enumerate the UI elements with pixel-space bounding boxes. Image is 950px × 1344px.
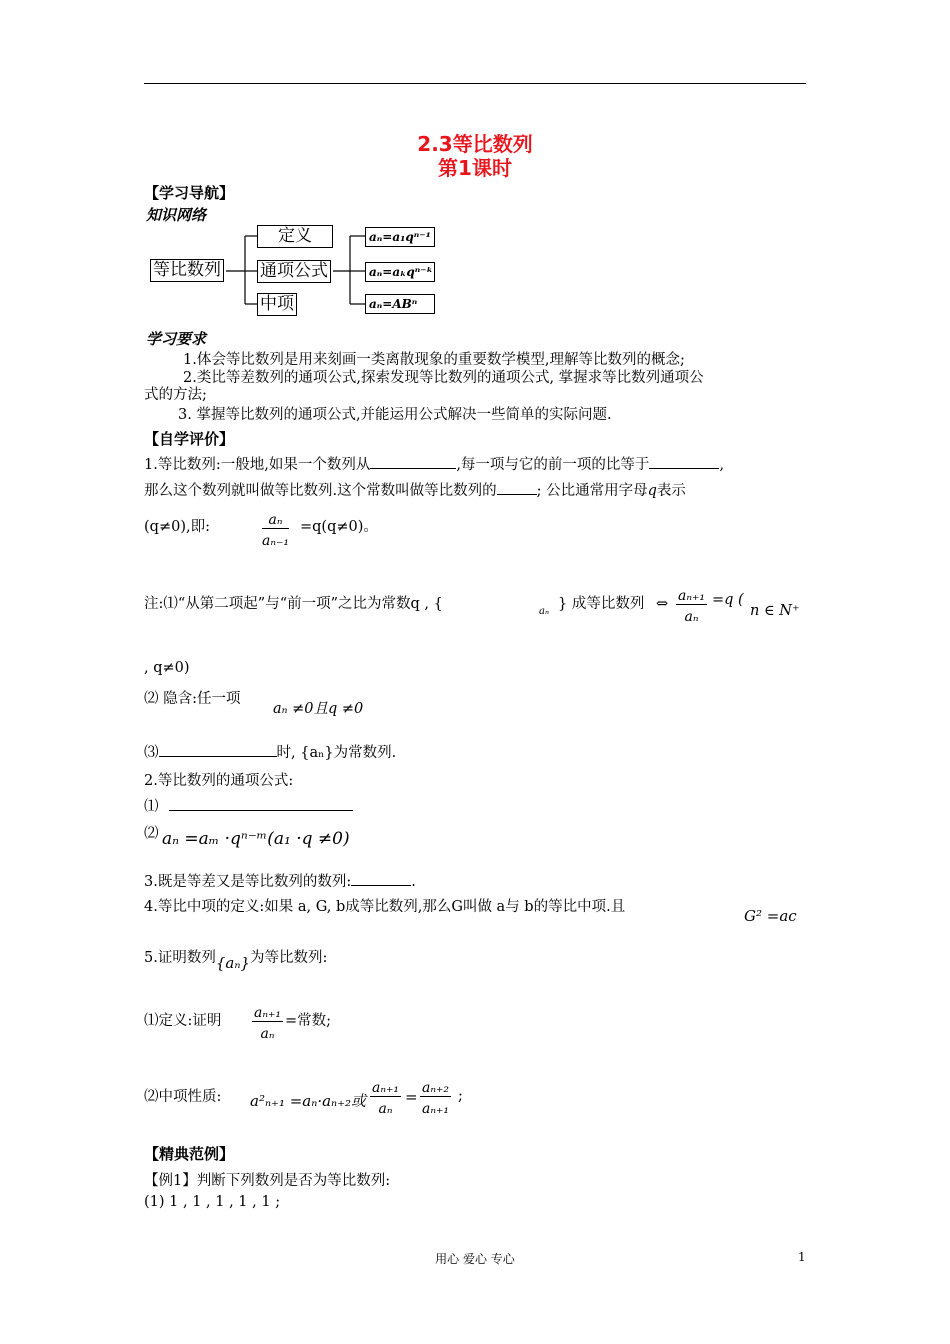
q2-line1 bbox=[144, 795, 353, 816]
q2-label-1: ⑴ bbox=[144, 799, 159, 815]
q1-equation-tail: =q(q≠0)。 bbox=[300, 519, 378, 535]
q1-blank-ratio[interactable] bbox=[649, 468, 719, 469]
knowledge-heading: 知识网络 bbox=[146, 206, 207, 224]
note-text-a: 注:⑴“从第二项起”与“前一项”之比为常数q , { bbox=[144, 596, 443, 612]
q5-text-a: 5.证明数列 bbox=[144, 950, 216, 966]
q5-mid-f2-num: aₙ₊₂ bbox=[422, 1080, 450, 1096]
q5-mid-fraction-1 bbox=[370, 1080, 401, 1117]
q1-blank-ratio-name[interactable] bbox=[497, 494, 537, 495]
diagram-branch-middle-term: 中项 bbox=[257, 293, 297, 316]
q1-fraction-den: aₙ₋₁ bbox=[262, 533, 290, 549]
footer-slogan: 用心 爱心 专心 bbox=[435, 1252, 515, 1266]
q1-fraction-num: aₙ bbox=[262, 512, 289, 529]
implied-expr: aₙ ≠0且q ≠0 bbox=[273, 701, 364, 717]
requirement-2-cont: 式的方法; bbox=[144, 387, 207, 403]
note-arrow: ⇔ bbox=[656, 596, 669, 612]
diagram-formula-3: aₙ=ABⁿ bbox=[365, 294, 435, 314]
q3-line bbox=[144, 870, 416, 891]
note-fraction-den: aₙ bbox=[684, 609, 699, 625]
q1-text-e2: 表示 bbox=[656, 483, 686, 499]
note-domain: n ∈ N⁺ bbox=[750, 603, 800, 619]
diagram-branch-general-term: 通项公式 bbox=[257, 260, 331, 283]
note-seq: aₙ bbox=[539, 606, 550, 617]
q5-mid-label: ⑵中项性质: bbox=[144, 1089, 222, 1105]
const-seq-line bbox=[144, 741, 396, 762]
const-seq-label: ⑶ bbox=[144, 745, 159, 761]
diagram-formula-2: aₙ=aₖqⁿ⁻ᵏ bbox=[365, 262, 435, 282]
q1-fraction bbox=[262, 512, 289, 549]
q1-text-e: ; 公比通常用字母 bbox=[536, 483, 648, 499]
q5-def-label: ⑴定义:证明 bbox=[144, 1013, 222, 1029]
q5-def-num: aₙ₊₁ bbox=[254, 1005, 282, 1021]
q5-text-b: 为等比数列: bbox=[249, 950, 328, 966]
q1-line2 bbox=[144, 479, 686, 500]
q1-var-q: q bbox=[647, 483, 657, 499]
q5-mid-fraction-2 bbox=[420, 1080, 451, 1117]
page-subtitle: 第1课时 bbox=[438, 156, 512, 180]
q1-blank-start[interactable] bbox=[370, 468, 456, 469]
q5-line bbox=[144, 946, 327, 972]
q1-line1 bbox=[144, 453, 724, 474]
q5-mid-tail: ; bbox=[458, 1088, 463, 1104]
q1-text-a: 1.等比数列:一般地,如果一个数列从 bbox=[144, 457, 371, 473]
example-1: 【例1】判断下列数列是否为等比数列: bbox=[144, 1173, 391, 1189]
note-text-e: , q≠0) bbox=[144, 660, 190, 676]
nav-heading: 【学习导航】 bbox=[144, 184, 235, 202]
q5-mid-equals: = bbox=[405, 1088, 418, 1106]
header-rule bbox=[144, 83, 806, 84]
const-seq-text: 时, {aₙ}为常数列. bbox=[276, 745, 397, 761]
q3-text-a: 3.既是等差又是等比数列的数列: bbox=[144, 874, 352, 890]
q2-label-2: ⑵ bbox=[144, 826, 159, 842]
q5-def-tail: =常数; bbox=[285, 1013, 332, 1029]
diagram-formula-1: aₙ=a₁qⁿ⁻¹ bbox=[365, 227, 435, 247]
note-text-b: } 成等比数列 bbox=[558, 596, 645, 612]
requirements-heading: 学习要求 bbox=[146, 330, 207, 348]
q5-mid-expr: a²ₙ₊₁ =aₙ·aₙ₊₂或 bbox=[250, 1092, 367, 1110]
q1-text-b: ,每一项与它的前一项的比等于 bbox=[456, 457, 650, 473]
note-fraction-num: aₙ₊₁ bbox=[678, 588, 706, 604]
q1-text-d: 那么这个数列就叫做等比数列.这个常数叫做等比数列的 bbox=[144, 483, 497, 499]
q4-text: 4.等比中项的定义:如果 a, G, b成等比数列,那么G叫做 a与 b的等比中项.且 bbox=[144, 899, 626, 915]
q1-line3: (q≠0),即: bbox=[144, 519, 210, 535]
requirement-2: 2.类比等差数列的通项公式,探索发现等比数列的通项公式, 掌握求等比数列通项公 bbox=[183, 370, 704, 386]
q3-text-b: . bbox=[411, 874, 416, 890]
q5-def-fraction bbox=[252, 1005, 283, 1042]
q4-formula: G² =ac bbox=[744, 907, 797, 925]
diagram-branch-definition: 定义 bbox=[257, 225, 333, 248]
example-1-item-1: (1) 1 , 1 , 1 , 1 , 1 ; bbox=[144, 1194, 281, 1210]
examples-heading: 【精典范例】 bbox=[144, 1145, 235, 1163]
requirement-3: 3. 掌握等比数列的通项公式,并能运用公式解决一些简单的实际问题. bbox=[178, 407, 612, 423]
q5-mid-f1-den: aₙ bbox=[378, 1101, 393, 1117]
note-text-c: =q ( bbox=[712, 592, 744, 608]
diagram-root: 等比数列 bbox=[150, 259, 224, 282]
q1-text-c: , bbox=[719, 457, 725, 473]
q5-mid-f2-den: aₙ₊₁ bbox=[422, 1101, 450, 1117]
q5-seq: {aₙ} bbox=[215, 954, 250, 972]
note-fraction bbox=[676, 588, 707, 625]
q2-formula: aₙ =aₘ ·qⁿ⁻ᵐ(a₁ ·q ≠0) bbox=[162, 829, 350, 849]
q3-blank[interactable] bbox=[351, 885, 411, 886]
q2-blank[interactable] bbox=[169, 810, 353, 811]
implied-label: ⑵ 隐含:任一项 bbox=[144, 691, 241, 707]
q5-mid-f1-num: aₙ₊₁ bbox=[372, 1080, 400, 1096]
q2-title: 2.等比数列的通项公式: bbox=[144, 773, 294, 789]
q5-def-den: aₙ bbox=[260, 1026, 275, 1042]
requirement-1: 1.体会等比数列是用来刻画一类离散现象的重要数学模型,理解等比数列的概念; bbox=[183, 352, 685, 368]
page-number: 1 bbox=[798, 1250, 806, 1264]
self-eval-heading: 【自学评价】 bbox=[144, 430, 235, 448]
const-seq-blank[interactable] bbox=[159, 756, 277, 757]
page-title: 2.3等比数列 bbox=[417, 132, 533, 156]
